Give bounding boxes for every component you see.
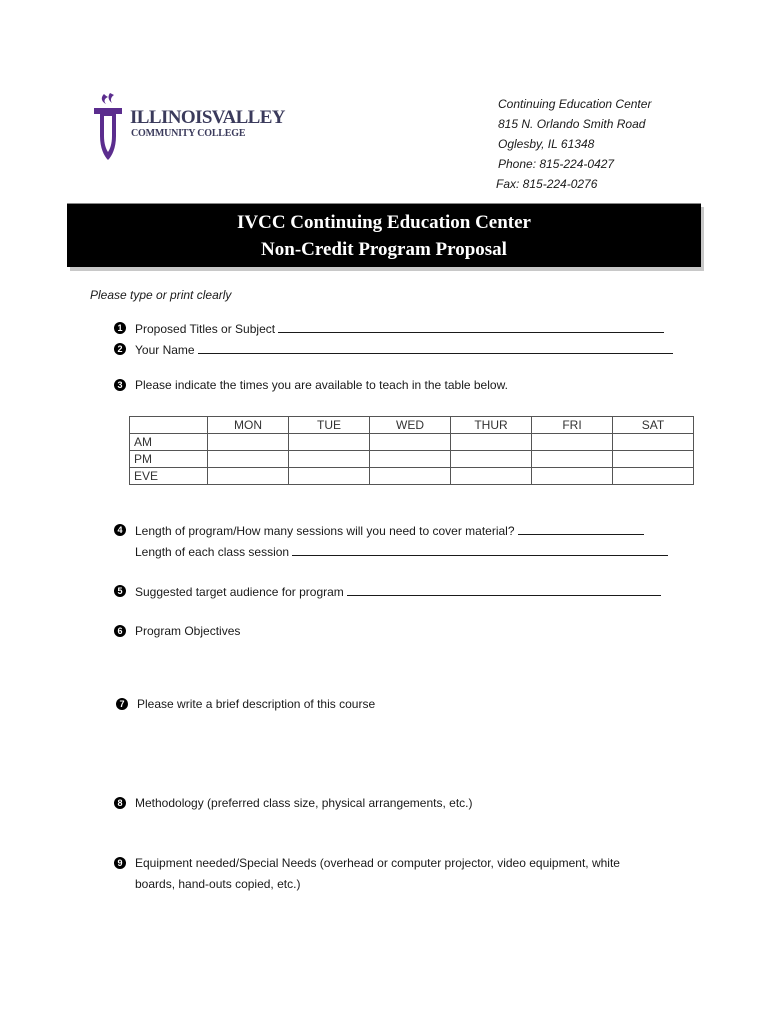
item-label: Methodology (preferred class size, physical arrangements, etc.) bbox=[135, 796, 473, 810]
title-line2: Non-Credit Program Proposal bbox=[261, 239, 507, 260]
item-number-7-icon: 7 bbox=[116, 698, 128, 710]
availability-cell[interactable] bbox=[370, 468, 451, 485]
table-row-label: EVE bbox=[130, 468, 208, 485]
table-row bbox=[130, 468, 694, 485]
item-equipment-needed-cont: boards, hand-outs copied, etc.) bbox=[135, 877, 301, 891]
availability-cell[interactable] bbox=[208, 434, 289, 451]
item-number-8-icon: 8 bbox=[114, 797, 126, 809]
table-header-day: FRI bbox=[532, 417, 613, 434]
table-header-day: SAT bbox=[613, 417, 694, 434]
table-row bbox=[130, 434, 694, 451]
item-number-2-icon: 2 bbox=[114, 343, 126, 355]
item-number-1-icon: 1 bbox=[114, 322, 126, 334]
table-row-label: AM bbox=[130, 434, 208, 451]
availability-cell[interactable] bbox=[451, 434, 532, 451]
address-city: Oglesby, IL 61348 bbox=[498, 137, 595, 151]
item-number-5-icon: 5 bbox=[114, 585, 126, 597]
item-number-9-icon: 9 bbox=[114, 857, 126, 869]
availability-cell[interactable] bbox=[613, 468, 694, 485]
title-banner bbox=[67, 203, 701, 267]
item-label: Proposed Titles or Subject bbox=[135, 322, 276, 336]
table-header-day: WED bbox=[370, 417, 451, 434]
item-label: Program Objectives bbox=[135, 624, 241, 638]
address-org: Continuing Education Center bbox=[498, 97, 652, 111]
availability-cell[interactable] bbox=[532, 451, 613, 468]
availability-cell[interactable] bbox=[532, 434, 613, 451]
item-label: Equipment needed/Special Needs (overhead or computer projector, video equipment, white bbox=[135, 856, 620, 870]
availability-cell[interactable] bbox=[208, 451, 289, 468]
instruction-text: Please type or print clearly bbox=[90, 288, 232, 302]
availability-cell[interactable] bbox=[613, 434, 694, 451]
address-phone: Phone: 815-224-0427 bbox=[498, 157, 615, 171]
target-audience-field[interactable] bbox=[347, 584, 661, 596]
availability-cell[interactable] bbox=[613, 451, 694, 468]
item-label: Your Name bbox=[135, 343, 195, 357]
proposed-titles-field[interactable] bbox=[278, 321, 664, 333]
availability-cell[interactable] bbox=[289, 468, 370, 485]
item-number-6-icon: 6 bbox=[114, 625, 126, 637]
session-length-field[interactable] bbox=[292, 544, 668, 556]
table-row-label: PM bbox=[130, 451, 208, 468]
title-line1: IVCC Continuing Education Center bbox=[236, 212, 531, 233]
address-street: 815 N. Orlando Smith Road bbox=[498, 117, 646, 131]
table-header-day: MON bbox=[208, 417, 289, 434]
item-class-session-length bbox=[135, 544, 668, 559]
address-fax: Fax: 815-224-0276 bbox=[496, 177, 598, 191]
availability-cell[interactable] bbox=[370, 451, 451, 468]
item-label: Please indicate the times you are available to teach in the table below. bbox=[135, 378, 508, 392]
item-number-3-icon: 3 bbox=[114, 379, 126, 391]
table-corner-cell bbox=[130, 417, 208, 434]
table-row bbox=[130, 451, 694, 468]
table-header-day: TUE bbox=[289, 417, 370, 434]
availability-cell[interactable] bbox=[289, 434, 370, 451]
address-block bbox=[498, 94, 651, 194]
table-header-row bbox=[130, 417, 694, 434]
item-label: Length of each class session bbox=[135, 545, 290, 559]
availability-cell[interactable] bbox=[532, 468, 613, 485]
availability-cell[interactable] bbox=[208, 468, 289, 485]
your-name-field[interactable] bbox=[198, 342, 673, 354]
ivcc-logo-mark-icon bbox=[90, 92, 126, 162]
sessions-field[interactable] bbox=[518, 523, 644, 535]
ivcc-logo bbox=[90, 92, 285, 164]
table-header-day: THUR bbox=[451, 417, 532, 434]
availability-cell[interactable] bbox=[451, 451, 532, 468]
logo-name-line2: COMMUNITY COLLEGE bbox=[131, 128, 246, 139]
item-label: Suggested target audience for program bbox=[135, 585, 344, 599]
availability-table bbox=[129, 416, 694, 485]
item-label: Length of program/How many sessions will you need to cover material? bbox=[135, 524, 515, 538]
logo-name-line1: ILLINOISVALLEY bbox=[130, 107, 285, 128]
availability-cell[interactable] bbox=[370, 434, 451, 451]
item-label: Please write a brief description of this course bbox=[137, 697, 376, 711]
item-number-4-icon: 4 bbox=[114, 524, 126, 536]
availability-cell[interactable] bbox=[451, 468, 532, 485]
availability-cell[interactable] bbox=[289, 451, 370, 468]
